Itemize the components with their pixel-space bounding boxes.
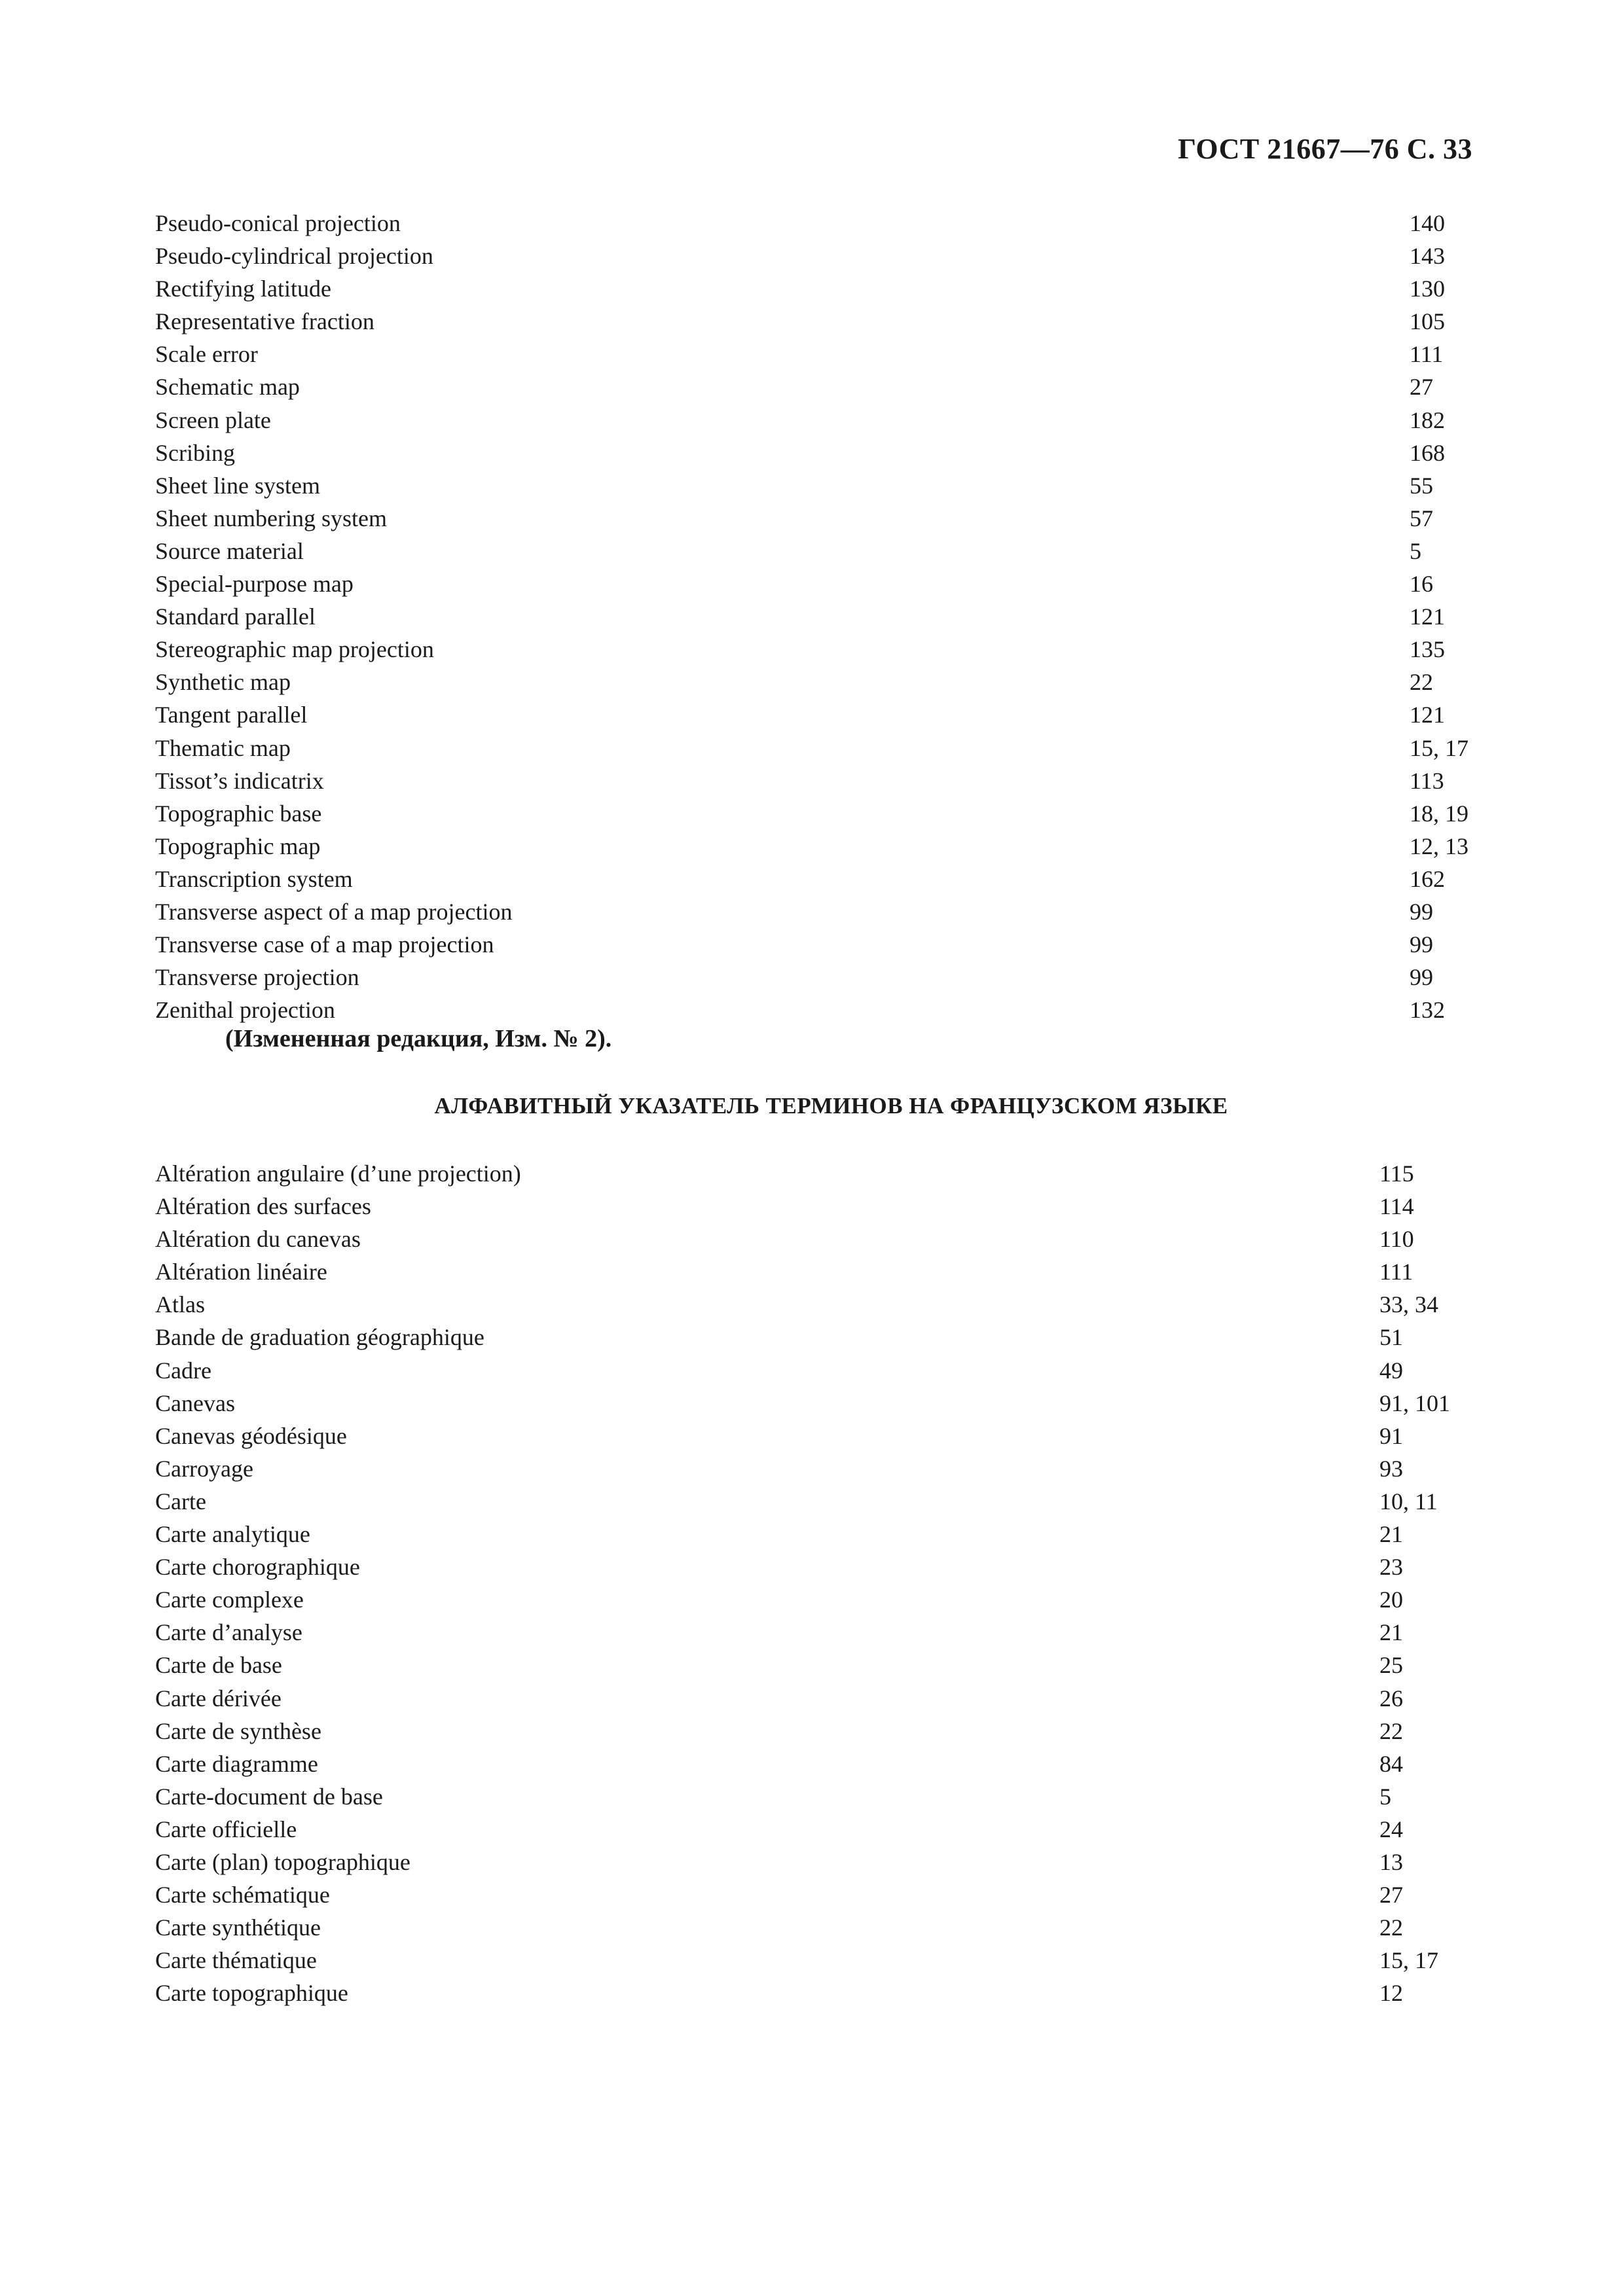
english-term-index: [155, 207, 1504, 1026]
index-reference-number: 12, 13: [1410, 833, 1468, 859]
index-reference-number: 114: [1379, 1193, 1414, 1220]
index-row: [155, 1190, 1504, 1223]
index-reference-number: 132: [1410, 997, 1445, 1024]
index-row: [155, 1911, 1504, 1944]
index-reference-number: 49: [1379, 1357, 1403, 1384]
index-reference-number: 18, 19: [1410, 800, 1468, 827]
index-reference-number: 20: [1379, 1587, 1403, 1613]
index-reference-number: 22: [1379, 1914, 1403, 1941]
index-row: [155, 1551, 1504, 1583]
index-reference-number: 24: [1379, 1816, 1403, 1842]
index-row: [155, 404, 1504, 437]
index-reference-number: 162: [1410, 865, 1445, 892]
index-term: Carte synthétique: [155, 1914, 321, 1941]
index-reference-number: 113: [1410, 767, 1444, 794]
index-reference-number: 99: [1410, 964, 1433, 991]
index-term: Carte diagramme: [155, 1750, 318, 1777]
index-reference-number: 15, 17: [1379, 1947, 1438, 1974]
index-term: Topographic base: [155, 800, 322, 827]
index-reference-number: 135: [1410, 636, 1445, 663]
index-term: Rectifying latitude: [155, 276, 331, 302]
index-reference-number: 27: [1410, 374, 1433, 401]
index-term: Carte analytique: [155, 1521, 310, 1548]
index-row: [155, 666, 1504, 698]
index-term: Sheet numbering system: [155, 505, 387, 531]
index-reference-number: 99: [1410, 931, 1433, 958]
index-reference-number: 99: [1410, 898, 1433, 925]
index-reference-number: 13: [1379, 1848, 1403, 1875]
french-term-index: [155, 1157, 1504, 2009]
index-row: [155, 1944, 1504, 1977]
index-reference-number: 130: [1410, 276, 1445, 302]
index-term: Carte de synthèse: [155, 1717, 321, 1744]
index-term: Carte topographique: [155, 1980, 348, 2007]
index-reference-number: 26: [1379, 1685, 1403, 1712]
index-term: Special-purpose map: [155, 571, 354, 598]
index-term: Source material: [155, 537, 304, 564]
index-row: [155, 1321, 1504, 1354]
index-term: Representative fraction: [155, 308, 374, 335]
index-reference-number: 110: [1379, 1226, 1414, 1253]
index-reference-number: 168: [1410, 439, 1445, 466]
index-reference-number: 22: [1410, 669, 1433, 696]
index-reference-number: 105: [1410, 308, 1445, 335]
index-term: Carte chorographique: [155, 1554, 360, 1581]
index-row: [155, 698, 1504, 731]
index-term: Transcription system: [155, 865, 353, 892]
index-row: [155, 469, 1504, 502]
index-term: Sheet line system: [155, 472, 320, 499]
index-reference-number: 21: [1379, 1619, 1403, 1646]
index-term: Carte schématique: [155, 1882, 330, 1909]
index-reference-number: 15, 17: [1410, 734, 1468, 761]
index-row: [155, 1583, 1504, 1616]
index-term: Synthetic map: [155, 669, 291, 696]
index-row: [155, 1616, 1504, 1649]
index-term: Transverse case of a map projection: [155, 931, 494, 958]
index-reference-number: 5: [1379, 1783, 1391, 1810]
index-row: [155, 1682, 1504, 1715]
index-row: [155, 272, 1504, 305]
index-term: Tangent parallel: [155, 702, 308, 728]
index-term: Carte dérivée: [155, 1685, 282, 1712]
index-row: [155, 1255, 1504, 1288]
index-row: [155, 633, 1504, 666]
index-row: [155, 535, 1504, 567]
index-row: [155, 600, 1504, 633]
index-term: Altération linéaire: [155, 1259, 327, 1285]
index-row: [155, 830, 1504, 863]
index-term: Altération du canevas: [155, 1226, 361, 1253]
index-reference-number: 140: [1410, 210, 1445, 236]
index-row: [155, 732, 1504, 764]
index-term: Carte: [155, 1488, 206, 1515]
index-term: Altération angulaire (d’une projection): [155, 1160, 521, 1187]
index-row: [155, 1649, 1504, 1681]
index-reference-number: 115: [1379, 1160, 1414, 1187]
index-term: Carte officielle: [155, 1816, 297, 1842]
index-term: Altération des surfaces: [155, 1193, 371, 1220]
index-term: Pseudo-cylindrical projection: [155, 243, 433, 270]
index-row: [155, 1387, 1504, 1420]
index-term: Tissot’s indicatrix: [155, 767, 324, 794]
index-row: [155, 797, 1504, 830]
index-reference-number: 182: [1410, 406, 1445, 433]
index-row: [155, 1748, 1504, 1780]
index-row: [155, 1420, 1504, 1452]
index-row: [155, 207, 1504, 240]
index-term: Transverse aspect of a map projection: [155, 898, 513, 925]
index-reference-number: 51: [1379, 1324, 1403, 1351]
french-index-title: АЛФАВИТНЫЙ УКАЗАТЕЛЬ ТЕРМИНОВ НА ФРАНЦУЗСКОМ ЯЗЫКЕ: [434, 1093, 1228, 1119]
index-row: [155, 1288, 1504, 1321]
index-row: [155, 1780, 1504, 1813]
index-term: Schematic map: [155, 374, 300, 401]
index-row: [155, 994, 1504, 1026]
index-row: [155, 1846, 1504, 1878]
index-reference-number: 16: [1410, 571, 1433, 598]
index-row: [155, 895, 1504, 928]
index-row: [155, 764, 1504, 797]
index-reference-number: 111: [1410, 341, 1444, 368]
index-reference-number: 22: [1379, 1717, 1403, 1744]
index-reference-number: 91: [1379, 1422, 1403, 1449]
index-term: Bande de graduation géographique: [155, 1324, 484, 1351]
index-row: [155, 1977, 1504, 2009]
index-row: [155, 1813, 1504, 1846]
index-term: Carte thématique: [155, 1947, 317, 1974]
index-reference-number: 55: [1410, 472, 1433, 499]
index-row: [155, 1452, 1504, 1485]
index-row: [155, 1518, 1504, 1551]
index-row: [155, 1715, 1504, 1748]
index-term: Scale error: [155, 341, 258, 368]
index-row: [155, 1354, 1504, 1387]
index-row: [155, 338, 1504, 370]
index-row: [155, 567, 1504, 600]
index-reference-number: 121: [1410, 603, 1445, 630]
index-term: Atlas: [155, 1291, 205, 1318]
index-row: [155, 1485, 1504, 1518]
index-reference-number: 12: [1379, 1980, 1403, 2007]
index-reference-number: 111: [1379, 1259, 1413, 1285]
index-term: Topographic map: [155, 833, 321, 859]
index-reference-number: 143: [1410, 243, 1445, 270]
index-reference-number: 25: [1379, 1652, 1403, 1679]
index-term: Zenithal projection: [155, 997, 335, 1024]
index-term: Carte-document de base: [155, 1783, 383, 1810]
index-row: [155, 240, 1504, 272]
index-reference-number: 93: [1379, 1455, 1403, 1482]
index-term: Stereographic map projection: [155, 636, 434, 663]
index-reference-number: 57: [1410, 505, 1433, 531]
index-term: Carte de base: [155, 1652, 282, 1679]
index-term: Carte (plan) topographique: [155, 1848, 410, 1875]
index-term: Canevas géodésique: [155, 1422, 347, 1449]
index-row: [155, 1223, 1504, 1255]
index-reference-number: 23: [1379, 1554, 1403, 1581]
page-header: ГОСТ 21667—76 С. 33: [1177, 133, 1472, 165]
index-term: Scribing: [155, 439, 235, 466]
index-reference-number: 33, 34: [1379, 1291, 1438, 1318]
index-row: [155, 1157, 1504, 1190]
index-reference-number: 27: [1379, 1882, 1403, 1909]
index-term: Thematic map: [155, 734, 291, 761]
index-row: [155, 961, 1504, 994]
index-row: [155, 1878, 1504, 1911]
index-reference-number: 84: [1379, 1750, 1403, 1777]
index-reference-number: 91, 101: [1379, 1390, 1450, 1416]
index-term: Carroyage: [155, 1455, 253, 1482]
index-term: Canevas: [155, 1390, 235, 1416]
index-row: [155, 305, 1504, 338]
index-term: Carte complexe: [155, 1587, 304, 1613]
index-reference-number: 10, 11: [1379, 1488, 1438, 1515]
index-reference-number: 121: [1410, 702, 1445, 728]
index-reference-number: 5: [1410, 537, 1421, 564]
index-row: [155, 928, 1504, 961]
index-term: Cadre: [155, 1357, 211, 1384]
amendment-note: (Измененная редакция, Изм. № 2).: [225, 1025, 612, 1052]
index-reference-number: 21: [1379, 1521, 1403, 1548]
index-term: Transverse projection: [155, 964, 359, 991]
index-row: [155, 370, 1504, 403]
index-row: [155, 437, 1504, 469]
index-term: Pseudo-conical projection: [155, 210, 401, 236]
index-row: [155, 863, 1504, 895]
index-row: [155, 502, 1504, 535]
index-term: Standard parallel: [155, 603, 316, 630]
index-term: Carte d’analyse: [155, 1619, 302, 1646]
index-term: Screen plate: [155, 406, 271, 433]
